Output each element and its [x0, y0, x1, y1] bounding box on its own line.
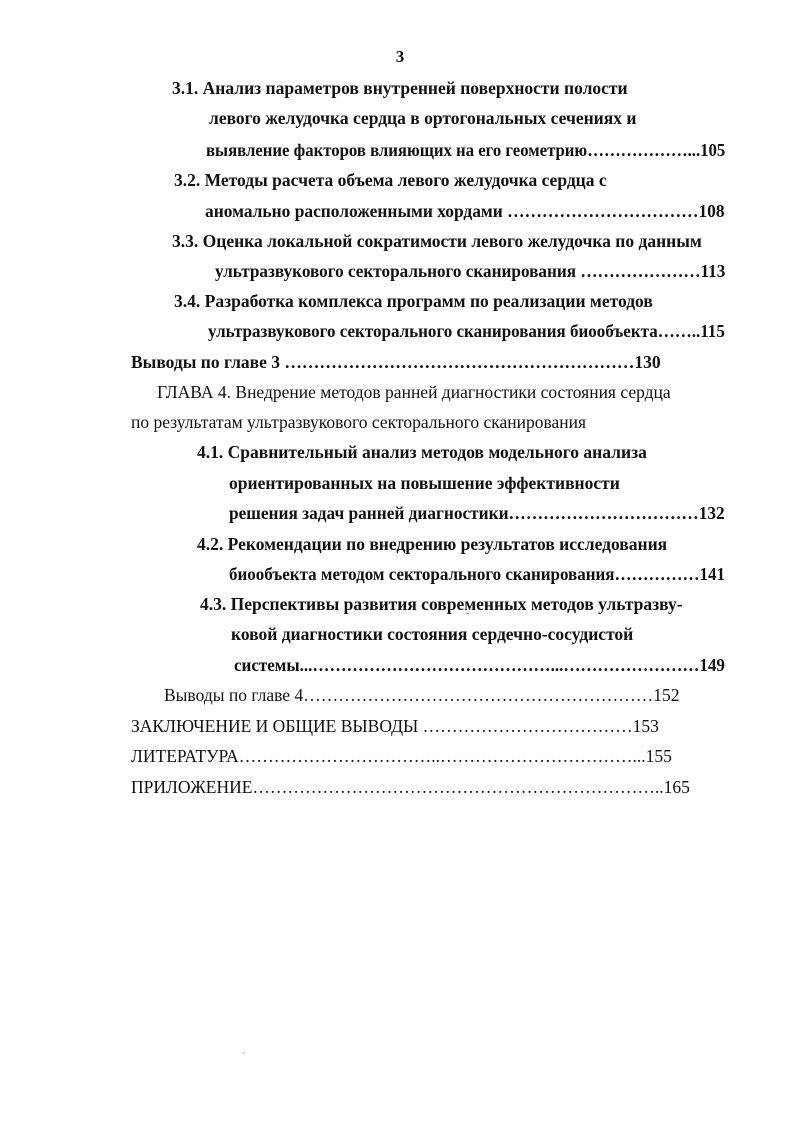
toc-entry-conclusion: ЗАКЛЮЧЕНИЕ И ОБЩИЕ ВЫВОДЫ ………………………………153 — [131, 716, 659, 736]
toc-entry-4-1-line-3: решения задач ранней диагностики……………………………132 — [229, 503, 725, 523]
toc-entry-4-3-line-2: ковой диагностики состояния сердечно-сосудистой — [231, 624, 634, 644]
toc-chapter-4-line-2: по результатам ультразвукового секторального сканирования — [131, 412, 587, 432]
scan-artifact-mark: ˘ — [466, 612, 470, 623]
toc-entry-3-4-line-2: ультразвукового секторального сканирования биообъекта……..115 — [208, 321, 725, 341]
toc-entry-3-4-line-1: 3.4. Разработка комплекса программ по реализации методов — [174, 291, 653, 311]
toc-chapter-4-line-1: ГЛАВА 4. Внедрение методов ранней диагностики состояния сердца — [157, 382, 671, 402]
toc-entry-3-3-line-2: ультразвукового секторального сканирования …………………113 — [215, 261, 726, 281]
scan-artifact-dot: ` — [242, 1052, 246, 1063]
toc-entry-literature: ЛИТЕРАТУРА……………………………..……………………………...155 — [131, 746, 672, 766]
toc-entry-4-1-line-1: 4.1. Сравнительный анализ методов модельного анализа — [197, 442, 647, 462]
toc-entry-4-3-line-3: системы...……………………………………...……………………149 — [234, 655, 725, 675]
toc-entry-3-2-line-2: аномально расположенными хордами ……………………………108 — [205, 201, 725, 221]
toc-entry-4-1-line-2: ориентированных на повышение эффективности — [229, 473, 620, 493]
toc-entry-3-2-line-1: 3.2. Методы расчета объема левого желудочка сердца с — [174, 170, 607, 190]
toc-entry-4-2-line-1: 4.2. Рекомендации по внедрению результатов исследования — [197, 534, 668, 554]
toc-entry-conclusions-chapter-3: Выводы по главе 3 ……………………………………………………130 — [131, 352, 661, 372]
toc-entry-conclusions-chapter-4: Выводы по главе 4……………………………………………………152 — [164, 685, 680, 705]
toc-entry-3-1-line-1: 3.1. Анализ параметров внутренней поверхности полости — [172, 78, 628, 98]
toc-entry-3-3-line-1: 3.3. Оценка локальной сократимости левого желудочка по данным — [172, 231, 702, 251]
page-number: 3 — [395, 47, 405, 66]
toc-entry-3-1-line-3: выявление факторов влияющих на его геометрию………………...105 — [206, 140, 726, 160]
toc-entry-appendix: ПРИЛОЖЕНИЕ……………………………………………………………..165 — [131, 777, 690, 797]
toc-entry-3-1-line-2: левого желудочка сердца в ортогональных сечениях и — [209, 108, 637, 128]
toc-entry-4-2-line-2: биообъекта методом секторального сканирования……………141 — [229, 564, 725, 584]
toc-entry-4-3-line-1: 4.3. Перспективы развития современных методов ультразву- — [200, 594, 683, 614]
